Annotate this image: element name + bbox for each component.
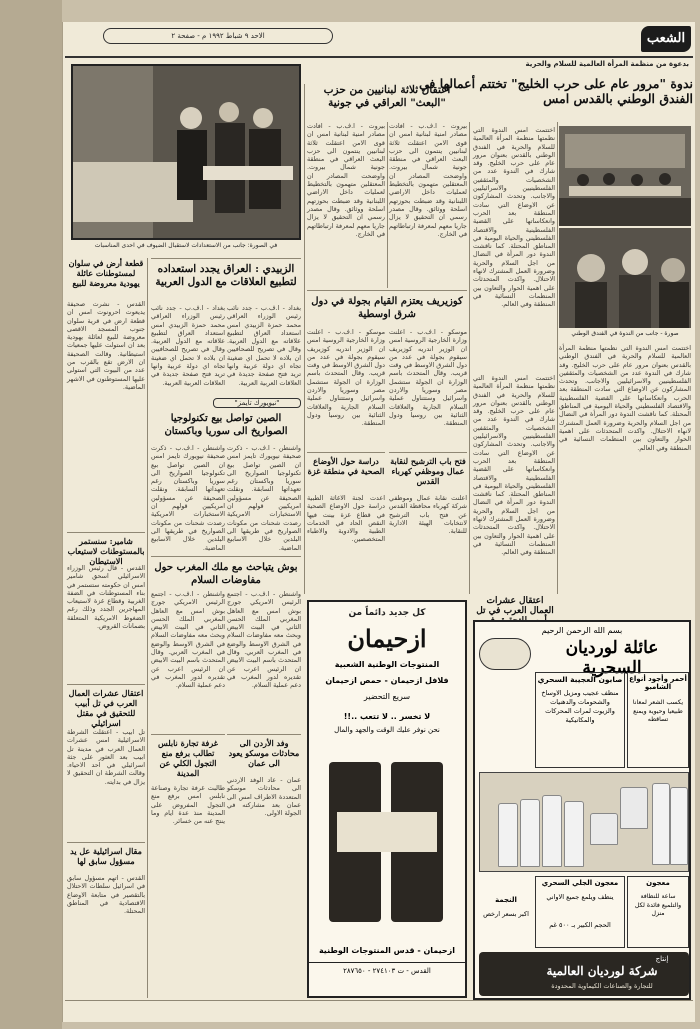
masthead-logo — [641, 26, 691, 52]
baker-headline: بوش يتباحث مع ملك المغرب حول مفاوضات السلام — [151, 556, 301, 588]
zubaidi-body-col1: بغداد - ا.ف.ب - جدد نائب رئيس الوزراء العراقي محمد حمزة الزبيدي امس استعداد العراق لتطبيع علاقاته مع الدول العربية. وقال في تصريح للصحافيين ان بلاده لا تحمل اي ضغينة تجاه اي دولة عربية وانها تريد فتح صفحة جديدة في العلاقات العربية العربية. — [227, 304, 301, 387]
shamir-headline: شامير: سنستمر بالمستوطنات لاستيعاب الاستيطان — [67, 532, 145, 562]
lordian-small-text: اكبر بسعر ارخص — [483, 910, 529, 918]
masthead-logo-text: الشعب — [646, 31, 686, 46]
jar-2 — [620, 787, 648, 829]
gaza-body: اعدت لجنة الاغاثة الطبية دراسة حول الاوضاع الصحية في قطاع غزة بينت فيها النقص الحاد في الخدمات الطبية والادوية والاطباء المتخصصين. — [307, 494, 385, 544]
zehiman-offer: لا تخسر .. لا تتعب ..!! — [343, 712, 431, 721]
china-tag: "نيويورك تايمز" — [213, 398, 301, 408]
amman-body: عمان - عاد الوفد الاردني الى محادثات موسكو المتعددة الاطراف امس الى عمان بعد مشاركته في الجولة الاولى. — [227, 776, 301, 818]
lordian-dye-text: يكسب الشعر لمعانا طبيعيا وحيوية ويمنع تساقطه — [632, 699, 684, 723]
lordian-clean-box — [535, 876, 625, 948]
land-body: القدس - نشرت صحيفة يديعوت احرونوت امس ان قطعة ارض في قرية سلوان جنوب المسجد الاقصى معروضة للبيع لعائلة يهودية بعد ان استولت عليها جمعيات استيطانية. وقالت الصحيفة ان الارض تقع بالقرب من عدد من البيوت التي استولى عليها المستوطنون في الاشهر الماضية. — [67, 300, 145, 391]
lordian-company-name: شركة لورديان العالمية — [546, 964, 658, 978]
workers-body: تل ابيب - اعتقلت الشرطة الاسرائيلية امس عشرات العمال العرب في مدينة تل ابيب بعد العثور على جثة اسرائيلي في احد الاحياء. وقالت الشرطة ان التحقيق لا يزال في بدايته. — [67, 728, 145, 786]
zehiman-line1: المنتوجات الوطنية الشعبية — [334, 660, 440, 669]
lordian-dye-title: أحمر وأجود أنواع الشامبو — [629, 675, 687, 691]
lordian-dye-box — [627, 672, 689, 768]
china-body-col2: واشنطن - ا.ف.ب - ذكرت صحيفة نيويورك تايمز امس ان الصين تواصل بيع تكنولوجيا الصواريخ الى سوريا وباكستان رغم تعهداتها السابقة. ونقلت الصحيفة عن مسؤولين امريكيين قولهم ان الاستخبارات الامريكية رصدت شحنات من مكونات الصواريخ في طريقها الى البلدين خلال الاسابيع الماضية. — [151, 444, 225, 552]
lordian-crown — [479, 638, 531, 670]
bottle-5 — [652, 783, 670, 865]
conference-photo — [559, 126, 691, 226]
nablus-body: طالبت غرفة تجارة وصناعة نابلس امس برفع منع التجول المفروض على المدينة منذ عدة ايام وما ينتج عنه من خسائر. — [151, 784, 225, 826]
kozyrev-body-col1: موسكو - ا.ف.ب - اعلنت وزارة الخارجية الروسية امس ان الوزير اندريه كوزيريف سيقوم بجولة في عدد من دول الشرق الاوسط في وقت قريب. وقال المتحدث باسم الوزارة ان الجولة ستشمل مصر وسوريا والاردن واسرائيل وستتناول عملية السلام الجارية والعلاقات الثنائية بين روسيا ودول المنطقة. — [389, 328, 467, 428]
land-headline: قطعة أرض في سلوان لمستوطنات عائلة يهودية معروضة للبيع — [68, 258, 144, 288]
lordian-title: عائلة لورديان السحرية — [565, 638, 659, 678]
aid-headline: مقال اسرائيلية عل يد مسؤول سابق لها — [67, 842, 145, 872]
zehiman-contact: القدس - ت ٢٧٤١٠٣ - ٢٨٧٦٥٠ — [309, 962, 465, 986]
lead-photo-caption: صورة - جانب من الندوة في الفندق الوطني — [571, 330, 679, 337]
zehiman-offer2: نحن نوفر عليك الوقت والجهد والمال — [334, 726, 440, 734]
lead-photo-bottom — [559, 228, 691, 328]
zehiman-line2: فلافل ازحيمان - حمص ازحيمان — [325, 676, 449, 685]
bank-body: اعلنت نقابة عمال وموظفي شركة كهرباء محافظة القدس عن فتح باب الترشيح لانتخابات الهيئة الادارية للنقابة. — [389, 494, 467, 536]
lebanon-body-col1: بيروت - ا.ف.ب - افادت مصادر امنية لبنانية امس ان قوى الامن اعتقلت ثلاثة لبنانيين ينتمون الى حزب البعث العراقي في منطقة جونية شمال بيروت. واوضحت المصادر ان المعتقلين متهمون بالتخطيط لعمليات داخل الاراضي اللبنانية وقد ضبطت بحوزتهم اسلحة ووثائق. وقال مصدر رسمي ان التحقيق لا يزال جاريا معهم لمعرفة ارتباطاتهم في الخارج. — [389, 122, 467, 238]
newspaper-page — [62, 22, 695, 1022]
lordian-ad — [473, 620, 691, 1000]
lordian-small-box — [479, 876, 533, 948]
bottle-6 — [670, 787, 688, 865]
kuwait-headline-text: اعتقال عشرات العمال العرب في تل — [476, 596, 554, 616]
lebanon-headline: اعتقال ثلاثة لبنانيين من حزب "البعث" العراقي في جونية — [323, 84, 451, 109]
shamir-body: القدس - قال رئيس الوزراء الاسرائيلي اسحق شامير امس ان حكومته ستستمر في بناء المستوطنات في الضفة الغربية وقطاع غزة لاستيعاب المهاجرين الجدد وذلك رغم الضغوط الامريكية المتعلقة بضمانات القروض. — [66, 564, 145, 631]
lordian-company-label: إنتاج — [655, 955, 669, 963]
date-line — [103, 28, 333, 44]
lordian-price: الحجم الكبير بـ ٥٠٠ غم — [549, 921, 611, 929]
audience-photo — [559, 228, 691, 328]
lordian-small-title: النجمة — [495, 896, 517, 904]
kozyrev-headline: كوزيريف يعتزم القيام بجولة في دول شرق اوسطية — [307, 290, 467, 326]
amman-headline: وفد الأردن الى محادثات موسكو يعود الى عمان — [227, 734, 301, 774]
zehiman-ad — [307, 600, 467, 998]
lordian-basmala: بسم الله الرحمن الرحيم — [541, 626, 623, 635]
lebanon-body-col2: بيروت - ا.ف.ب - افادت مصادر امنية لبنانية امس ان قوى الامن اعتقلت ثلاثة لبنانيين ينتمون الى حزب البعث العراقي في منطقة جونية شمال بيروت. واوضحت المصادر ان المعتقلين متهمون بالتخطيط لعمليات داخل الاراضي اللبنانية وقد ضبطت بحوزتهم اسلحة ووثائق. وقال مصدر رسمي ان التحقيق لا يزال جاريا معهم لمعرفة ارتباطاتهم في الخارج. — [307, 122, 385, 238]
china-body-col1: واشنطن - ا.ف.ب - ذكرت صحيفة نيويورك تايمز امس ان الصين تواصل بيع تكنولوجيا الصواريخ الى سوريا وباكستان رغم تعهداتها السابقة. ونقلت الصحيفة عن مسؤولين امريكيين قولهم ان الاستخبارات الامريكية رصدت شحنات من مكونات الصواريخ في طريقها الى البلدين خلال الاسابيع الماضية. — [227, 444, 301, 552]
lordian-company-sub: للتجارة والصناعات الكيماوية المحدودة — [551, 982, 653, 990]
lead-body-col2: اختتمت امس الندوة التي نظمتها منظمة المرأة العالمية للسلام والحرية في الفندق الوطني بالقدس بعنوان مرور عام على حرب الخليج. وقد شارك في الندوة عدد من الشخصيات والمثقفين الفلسطينيين والاسرائيليين والاجانب. وتحدث المشاركون عن الاوضاع التي سادت المنطقة بعد الحرب وانعكاساتها على القضية الفلسطينية والاقتصاد الفلسطيني والحياة اليومية في المناطق المحتلة. كما ناقشت الندوة دور المرأة في النضال من اجل السلام والحرية وضرورة العمل المشترك لانهاء الاحتلال. واكدت المتحدثات على اهمية الحوار والتعاون بين المنظمات النسائية في المنطقة وفي العالم. — [559, 344, 691, 452]
feature-photo-image — [73, 66, 299, 238]
zehiman-footer: ازحيمان - قدس المنتوجات الوطنية — [318, 946, 456, 955]
gaza-headline: دراسة حول الأوضاع الصحية في منطقة غزة — [307, 452, 385, 492]
date-line-text: الاحد ٩ شباط ١٩٩٢ م - صفحة ٢ — [171, 32, 265, 40]
workers-headline: اعتقال عشرات العمال العرب في تل أبيب للتحقيق في مقتل اسرائيلي — [67, 684, 145, 726]
lead-subtitle-text: بدعوة من منظمة المرأة العالمية للسلام والحرية — [525, 60, 689, 68]
lordian-soap-text: منظف عجيب ومزيل الاوساخ والشحومات والدهنيات والزيوت لمرات المحركات والمكانيكية — [541, 689, 619, 724]
kuwait-headline — [473, 596, 557, 616]
zehiman-jar-label — [337, 812, 437, 852]
bottle-4 — [564, 801, 584, 867]
baker-body-col2: واشنطن - ا.ف.ب - اجتمع الرئيس الامريكي جورج بوش امس مع العاهل المغربي الملك الحسن الثاني في البيت الابيض وبحث معه مفاوضات السلام في الشرق الاوسط والوضع في المغرب العربي. وقال المتحدث باسم البيت الابيض ان الرئيس اعرب عن تقديره لدور المغرب في دعم عملية السلام. — [151, 590, 225, 690]
lordian-company-banner — [479, 952, 689, 996]
china-headline: الصين تواصل بيع تكنولوجيا الصواريخ الى سوريا وباكستان — [164, 413, 288, 437]
lordian-products-photo — [479, 772, 689, 872]
zubaidi-headline: الزبيدي : العراق يجدد استعداده لتطبيع العلاقات مع الدول العربية — [151, 258, 301, 302]
zehiman-products — [329, 752, 445, 932]
binding-edge — [0, 0, 62, 1029]
lead-body-col1: اختتمت امس الندوة التي نظمتها منظمة المرأة العالمية للسلام والحرية في الفندق الوطني بالقدس بعنوان مرور عام على حرب الخليج. وقد شارك في الندوة عدد من الشخصيات والمثقفين الفلسطينيين والاسرائيليين والاجانب. وتحدث المشاركون عن الاوضاع التي سادت المنطقة بعد الحرب وانعكاساتها على القضية الفلسطينية والاقتصاد الفلسطيني والحياة اليومية في المناطق المحتلة. كما ناقشت الندوة دور المرأة في النضال من اجل السلام والحرية وضرورة العمل المشترك لانهاء الاحتلال. واكدت المتحدثات على اهمية الحوار والتعاون بين المنظمات النسائية في المنطقة وفي العالم. — [473, 126, 555, 309]
zehiman-banner: كل جديد دائماً من — [348, 608, 426, 618]
bank-headline: فتح باب الترشيح لنقابة عمال وموظفي كهرباء القدس — [389, 452, 467, 492]
bottle-1 — [498, 803, 518, 867]
feature-photo — [71, 64, 301, 240]
lordian-right-title: معجون — [646, 879, 670, 887]
kozyrev-body-col2: موسكو - ا.ف.ب - اعلنت وزارة الخارجية الروسية امس ان الوزير اندريه كوزيريف سيقوم بجولة في عدد من دول الشرق الاوسط في وقت قريب. وقال المتحدث باسم الوزارة ان الجولة ستشمل مصر وسوريا والاردن واسرائيل وستتناول عملية السلام الجارية والعلاقات الثنائية بين روسيا ودول المنطقة. — [307, 328, 385, 428]
zehiman-brand: ازحيمان — [347, 624, 427, 653]
lordian-soap-title: صابون العجيبة السحري — [537, 675, 623, 684]
lordian-clean-text: ينظف ويلمع جميع الاواني — [546, 893, 614, 901]
lordian-soap-box — [535, 672, 625, 768]
feature-photo-caption: في الصورة: جانب من الاستعدادات لاستقبال الضيوف في احدى المناسبات — [94, 242, 278, 249]
bottle-3 — [542, 795, 562, 867]
lead-headline: ندوة "مرور عام على حرب الخليج" تختتم أعمالها في الفندق الوطني بالقدس امس — [418, 76, 693, 106]
lead-subtitle — [503, 60, 689, 72]
lordian-clean-title: معجون الجلي السحري — [541, 879, 619, 887]
lordian-right-text: ساعة للنظافة والتلميع فائدة لكل منزل — [634, 893, 682, 917]
aid-body: القدس - اتهم مسؤول سابق في اسرائيل سلطات الاحتلال بالتقصير في متابعة الاوضاع الاقتصادية في المناطق المحتلة. — [67, 874, 145, 916]
jar-1 — [590, 813, 618, 845]
nablus-headline: غرفة تجارة نابلس تطالب برفع منع التجول الكلي عن المدينة — [151, 734, 225, 782]
bottle-2 — [520, 799, 540, 867]
lead-body-col3: اختتمت امس الندوة التي نظمتها منظمة المرأة العالمية للسلام والحرية في الفندق الوطني بالقدس بعنوان مرور عام على حرب الخليج. وقد شارك في الندوة عدد من الشخصيات والمثقفين الفلسطينيين والاسرائيليين والاجانب. وتحدث المشاركون عن الاوضاع التي سادت المنطقة بعد الحرب وانعكاساتها على القضية الفلسطينية والاقتصاد الفلسطيني والحياة اليومية في المناطق المحتلة. كما ناقشت الندوة دور المرأة في النضال من اجل السلام والحرية وضرورة العمل المشترك لانهاء الاحتلال. واكدت المتحدثات على اهمية الحوار والتعاون بين المنظمات النسائية في المنطقة وفي العالم. — [473, 374, 555, 557]
baker-body-col1: واشنطن - ا.ف.ب - اجتمع الرئيس الامريكي جورج بوش امس مع العاهل المغربي الملك الحسن الثاني في البيت الابيض وبحث معه مفاوضات السلام في الشرق الاوسط والوضع في المغرب العربي. وقال المتحدث باسم البيت الابيض ان الرئيس اعرب عن تقديره لدور المغرب في دعم عملية السلام. — [227, 590, 301, 690]
zehiman-line3: سريع التحضير — [363, 692, 411, 701]
zubaidi-body-col2: بغداد - ا.ف.ب - جدد نائب رئيس الوزراء العراقي محمد حمزة الزبيدي امس استعداد العراق لتطبيع علاقاته مع الدول العربية. وقال في تصريح للصحافيين ان بلاده لا تحمل اي ضغينة تجاه اي دولة عربية وانها تريد فتح صفحة جديدة في العلاقات العربية العربية. — [151, 304, 225, 387]
lead-photo-top — [559, 126, 691, 226]
lordian-right-box — [627, 876, 689, 948]
